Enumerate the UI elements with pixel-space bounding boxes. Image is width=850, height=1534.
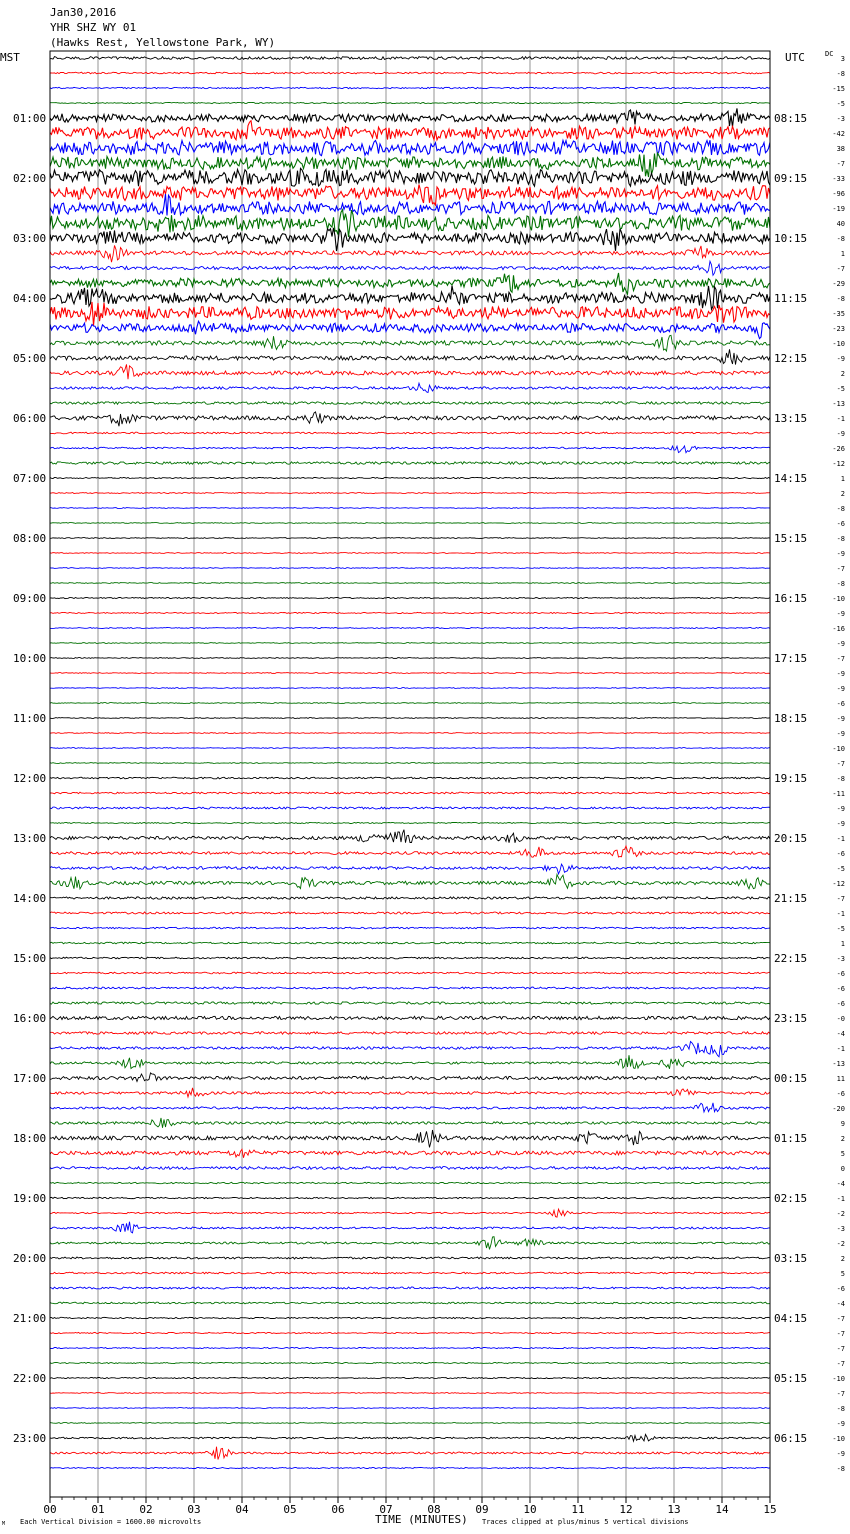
left-hour-label: 19:00	[13, 1192, 47, 1205]
trace-line	[50, 523, 770, 524]
trace-line	[50, 153, 770, 177]
dc-offset-label: 2	[840, 1255, 845, 1263]
right-hour-label: 09:15	[774, 172, 808, 185]
dc-offset-label: -9	[836, 730, 845, 738]
dc-offset-label: -33	[832, 175, 845, 183]
trace-line	[50, 508, 770, 509]
left-hour-label: 10:00	[13, 652, 47, 665]
dc-offset-label: -10	[832, 745, 845, 753]
trace-line	[50, 1130, 770, 1147]
right-axis-label: UTC	[785, 51, 805, 64]
trace-line	[50, 402, 770, 405]
dc-offset-label: -6	[836, 970, 845, 978]
x-tick-label: 14	[715, 1503, 729, 1516]
trace-line	[50, 1272, 770, 1274]
trace-line	[50, 1237, 770, 1250]
trace-line	[50, 1002, 770, 1004]
right-hour-label: 19:15	[774, 772, 808, 785]
dc-offset-label: -8	[836, 1405, 845, 1413]
trace-line	[50, 1347, 770, 1348]
left-axis-label: MST	[0, 51, 20, 64]
x-tick-label: 01	[91, 1503, 105, 1516]
dc-offset-label: -3	[836, 1225, 845, 1233]
dc-offset-label: -7	[836, 760, 845, 768]
x-tick-label: 12	[619, 1503, 633, 1516]
trace-line	[50, 912, 770, 914]
dc-offset-label: 1	[840, 475, 845, 483]
dc-offset-label: 2	[840, 490, 845, 498]
dc-offset-label: -11	[832, 790, 845, 798]
dc-offset-label: -6	[836, 985, 845, 993]
dc-offset-label: -3	[836, 115, 845, 123]
dc-offset-label: -9	[836, 550, 845, 558]
left-hour-label: 13:00	[13, 832, 47, 845]
x-tick-label: 04	[235, 1503, 249, 1516]
dc-offset-label: -7	[836, 1390, 845, 1398]
right-hour-label: 03:15	[774, 1252, 808, 1265]
trace-line	[50, 972, 770, 974]
dc-offset-label: 2	[840, 370, 845, 378]
x-tick-label: 13	[667, 1503, 681, 1516]
right-hour-label: 17:15	[774, 652, 808, 665]
left-hour-label: 22:00	[13, 1372, 47, 1385]
trace-line	[50, 1408, 770, 1409]
dc-offset-label: -8	[836, 775, 845, 783]
trace-line	[50, 168, 770, 186]
dc-offset-label: -6	[836, 1000, 845, 1008]
right-hour-label: 14:15	[774, 472, 808, 485]
dc-label: DC	[825, 50, 834, 58]
trace-line	[50, 942, 770, 944]
dc-offset-label: -9	[836, 685, 845, 693]
trace-line	[50, 777, 770, 779]
trace-line	[50, 364, 770, 379]
dc-offset-label: -7	[836, 1345, 845, 1353]
corner-mark: M	[2, 1521, 6, 1527]
trace-line	[50, 1032, 770, 1035]
trace-line	[50, 194, 770, 215]
trace-line	[50, 748, 770, 749]
header-date: Jan30,2016	[50, 6, 117, 19]
trace-line	[50, 1055, 770, 1069]
left-hour-label: 02:00	[13, 172, 47, 185]
header-location: (Hawks Rest, Yellowstone Park, WY)	[50, 36, 276, 49]
trace-line	[50, 462, 770, 465]
left-hour-label: 16:00	[13, 1012, 47, 1025]
trace-line	[50, 72, 770, 74]
dc-offset-label: -15	[832, 85, 845, 93]
trace-line	[50, 763, 770, 764]
right-hour-label: 06:15	[774, 1432, 808, 1445]
trace-line	[50, 493, 770, 494]
dc-offset-label: -1	[836, 1195, 845, 1203]
trace-line	[50, 57, 770, 60]
trace-line	[50, 927, 770, 929]
dc-offset-label: -8	[836, 295, 845, 303]
trace-line	[50, 1377, 770, 1378]
trace-line	[50, 412, 770, 426]
scale-note: Each Vertical Division = 1600.00 microvolts	[20, 1518, 202, 1526]
dc-offset-label: -1	[836, 415, 845, 423]
trace-line	[50, 807, 770, 809]
dc-offset-label: -10	[832, 340, 845, 348]
x-tick-label: 03	[187, 1503, 201, 1516]
trace-line	[50, 874, 770, 888]
trace-line	[50, 102, 770, 103]
dc-offset-label: 1	[840, 940, 845, 948]
dc-offset-label: -26	[832, 445, 845, 453]
trace-line	[50, 568, 770, 569]
trace-line	[50, 1088, 770, 1097]
x-tick-label: 00	[43, 1503, 57, 1516]
trace-line	[50, 538, 770, 539]
left-hour-label: 09:00	[13, 592, 47, 605]
trace-line	[50, 477, 770, 478]
dc-offset-label: -2	[836, 1210, 845, 1218]
dc-offset-label: -13	[832, 1060, 845, 1068]
trace-line	[50, 628, 770, 629]
x-tick-label: 06	[331, 1503, 345, 1516]
dc-offset-label: -9	[836, 640, 845, 648]
trace-line	[50, 612, 770, 613]
trace-line	[50, 733, 770, 734]
trace-line	[50, 1302, 770, 1304]
right-hour-label: 00:15	[774, 1072, 808, 1085]
trace-line	[50, 864, 770, 874]
x-tick-label: 11	[571, 1503, 585, 1516]
right-hour-label: 05:15	[774, 1372, 808, 1385]
dc-offset-label: -5	[836, 385, 845, 393]
dc-offset-labels	[832, 55, 845, 1473]
trace-line	[50, 349, 770, 364]
trace-line	[50, 432, 770, 434]
trace-line	[50, 688, 770, 689]
trace-line	[50, 383, 770, 392]
dc-offset-label: -9	[836, 1420, 845, 1428]
dc-offset-label: -9	[836, 805, 845, 813]
header-station: YHR SHZ WY 01	[50, 21, 137, 34]
trace-line	[50, 846, 770, 857]
dc-offset-label: -8	[836, 70, 845, 78]
left-hour-label: 07:00	[13, 472, 47, 485]
dc-offset-label: -5	[836, 865, 845, 873]
trace-line	[50, 703, 770, 704]
dc-offset-label: -0	[836, 1015, 845, 1023]
x-tick-label: 09	[475, 1503, 489, 1516]
dc-offset-label: -1	[836, 835, 845, 843]
dc-offset-label: -7	[836, 655, 845, 663]
dc-offset-label: 40	[836, 220, 845, 228]
trace-line	[50, 273, 770, 294]
dc-offset-label: 0	[840, 1165, 845, 1173]
dc-offset-label: -9	[836, 670, 845, 678]
x-axis-title: TIME (MINUTES)	[375, 1513, 468, 1526]
dc-offset-label: -6	[836, 1090, 845, 1098]
x-tick-label: 05	[283, 1503, 297, 1516]
dc-offset-label: -3	[836, 955, 845, 963]
dc-offset-label: -16	[832, 625, 845, 633]
trace-line	[50, 987, 770, 989]
dc-offset-label: -8	[836, 580, 845, 588]
trace-line	[50, 1209, 770, 1217]
trace-line	[50, 1362, 770, 1363]
dc-offset-label: -10	[832, 595, 845, 603]
dc-offset-label: 5	[840, 1150, 845, 1158]
dc-offset-label: 38	[836, 145, 845, 153]
trace-line	[50, 1016, 770, 1019]
left-hour-label: 01:00	[13, 112, 47, 125]
left-hour-label: 15:00	[13, 952, 47, 965]
dc-offset-label: -6	[836, 850, 845, 858]
left-hour-label: 11:00	[13, 712, 47, 725]
dc-offset-label: -9	[836, 1450, 845, 1458]
dc-offset-label: -42	[832, 130, 845, 138]
trace-line	[50, 583, 770, 584]
x-tick-label: 07	[379, 1503, 393, 1516]
right-hour-label: 13:15	[774, 412, 808, 425]
dc-offset-label: -6	[836, 1285, 845, 1293]
dc-offset-label: -9	[836, 610, 845, 618]
trace-line	[50, 245, 770, 262]
dc-offset-label: -7	[836, 160, 845, 168]
dc-offset-label: -4	[836, 1030, 845, 1038]
right-hour-label: 16:15	[774, 592, 808, 605]
left-hour-label: 06:00	[13, 412, 47, 425]
trace-line	[50, 1103, 770, 1112]
dc-offset-label: -6	[836, 700, 845, 708]
trace-line	[50, 718, 770, 719]
trace-line	[50, 658, 770, 659]
trace-line	[50, 1182, 770, 1183]
dc-offset-label: 3	[840, 55, 845, 63]
dc-offset-label: -7	[836, 1315, 845, 1323]
x-tick-label: 15	[763, 1503, 777, 1516]
left-hour-label: 05:00	[13, 352, 47, 365]
trace-line	[50, 1222, 770, 1233]
right-hour-label: 11:15	[774, 292, 808, 305]
dc-offset-label: 2	[840, 1135, 845, 1143]
trace-line	[50, 321, 770, 338]
trace-line	[50, 830, 770, 843]
right-hour-label: 12:15	[774, 352, 808, 365]
trace-line	[50, 822, 770, 823]
trace-line	[50, 553, 770, 554]
dc-offset-label: 11	[836, 1075, 845, 1083]
x-tick-label: 10	[523, 1503, 537, 1516]
right-hour-label: 10:15	[774, 232, 808, 245]
dc-offset-label: -1	[836, 910, 845, 918]
dc-offset-label: -8	[836, 505, 845, 513]
right-hour-label: 04:15	[774, 1312, 808, 1325]
dc-offset-label: -19	[832, 205, 845, 213]
trace-line	[50, 1197, 770, 1198]
dc-offset-label: -23	[832, 325, 845, 333]
right-hour-label: 23:15	[774, 1012, 808, 1025]
left-hour-label: 17:00	[13, 1072, 47, 1085]
left-hour-label: 21:00	[13, 1312, 47, 1325]
dc-offset-label: -8	[836, 235, 845, 243]
trace-line	[50, 185, 770, 206]
right-hour-label: 21:15	[774, 892, 808, 905]
dc-offset-label: -4	[836, 1180, 845, 1188]
x-tick-label: 08	[427, 1503, 441, 1516]
dc-offset-label: -1	[836, 1045, 845, 1053]
dc-offset-label: 9	[840, 1120, 845, 1128]
trace-line	[50, 1423, 770, 1424]
dc-offset-label: -7	[836, 1330, 845, 1338]
left-hour-label: 23:00	[13, 1432, 47, 1445]
dc-offset-label: -4	[836, 1300, 845, 1308]
trace-line	[50, 286, 770, 310]
dc-offset-label: -7	[836, 565, 845, 573]
dc-offset-label: -35	[832, 310, 845, 318]
trace-line	[50, 597, 770, 598]
right-hour-label: 18:15	[774, 712, 808, 725]
x-tick-label: 02	[139, 1503, 153, 1516]
trace-line	[50, 1287, 770, 1289]
left-hour-label: 08:00	[13, 532, 47, 545]
trace-line	[50, 1467, 770, 1468]
dc-offset-label: -9	[836, 355, 845, 363]
trace-line	[50, 897, 770, 899]
trace-line	[50, 302, 770, 326]
dc-offset-label: -2	[836, 1240, 845, 1248]
trace-line	[50, 792, 770, 794]
trace-line	[50, 446, 770, 453]
dc-offset-label: -12	[832, 460, 845, 468]
left-hour-label: 12:00	[13, 772, 47, 785]
dc-offset-label: -13	[832, 400, 845, 408]
trace-line	[50, 957, 770, 959]
dc-offset-label: 1	[840, 250, 845, 258]
dc-offset-label: -5	[836, 925, 845, 933]
trace-line	[50, 673, 770, 674]
right-hour-label: 22:15	[774, 952, 808, 965]
dc-offset-label: -9	[836, 715, 845, 723]
dc-offset-label: -20	[832, 1105, 845, 1113]
dc-offset-label: -12	[832, 880, 845, 888]
trace-line	[50, 335, 770, 351]
trace-line	[50, 1149, 770, 1158]
trace-line	[50, 87, 770, 88]
dc-offset-label: -7	[836, 1360, 845, 1368]
left-hour-label: 14:00	[13, 892, 47, 905]
trace-line	[50, 1118, 770, 1128]
trace-line	[50, 1447, 770, 1460]
left-hour-label: 04:00	[13, 292, 47, 305]
right-hour-label: 01:15	[774, 1132, 808, 1145]
trace-line	[50, 121, 770, 140]
left-hour-label: 03:00	[13, 232, 47, 245]
right-hour-label: 08:15	[774, 112, 808, 125]
trace-line	[50, 140, 770, 155]
left-hour-label: 18:00	[13, 1132, 47, 1145]
trace-line	[50, 1167, 770, 1170]
dc-offset-label: 5	[840, 1270, 845, 1278]
traces	[50, 57, 770, 1469]
trace-line	[50, 261, 770, 275]
trace-line	[50, 1434, 770, 1441]
dc-offset-label: -10	[832, 1435, 845, 1443]
dc-offset-label: -29	[832, 280, 845, 288]
clip-note: Traces clipped at plus/minus 5 vertical divisions	[482, 1518, 689, 1526]
dc-offset-label: -6	[836, 520, 845, 528]
dc-offset-label: -9	[836, 430, 845, 438]
right-hour-label: 15:15	[774, 532, 808, 545]
left-hour-label: 20:00	[13, 1252, 47, 1265]
dc-offset-label: -7	[836, 265, 845, 273]
trace-line	[50, 1073, 770, 1082]
trace-line	[50, 1393, 770, 1394]
dc-offset-label: -10	[832, 1375, 845, 1383]
trace-line	[50, 1317, 770, 1318]
dc-offset-label: -7	[836, 895, 845, 903]
trace-line	[50, 1257, 770, 1259]
trace-line	[50, 643, 770, 644]
trace-line	[50, 108, 770, 127]
dc-offset-label: -9	[836, 820, 845, 828]
dc-offset-label: -5	[836, 100, 845, 108]
dc-offset-label: -8	[836, 535, 845, 543]
right-hour-label: 20:15	[774, 832, 808, 845]
trace-line	[50, 1042, 770, 1057]
trace-line	[50, 1332, 770, 1333]
right-hour-label: 02:15	[774, 1192, 808, 1205]
dc-offset-label: -96	[832, 190, 845, 198]
dc-offset-label: -8	[836, 1465, 845, 1473]
